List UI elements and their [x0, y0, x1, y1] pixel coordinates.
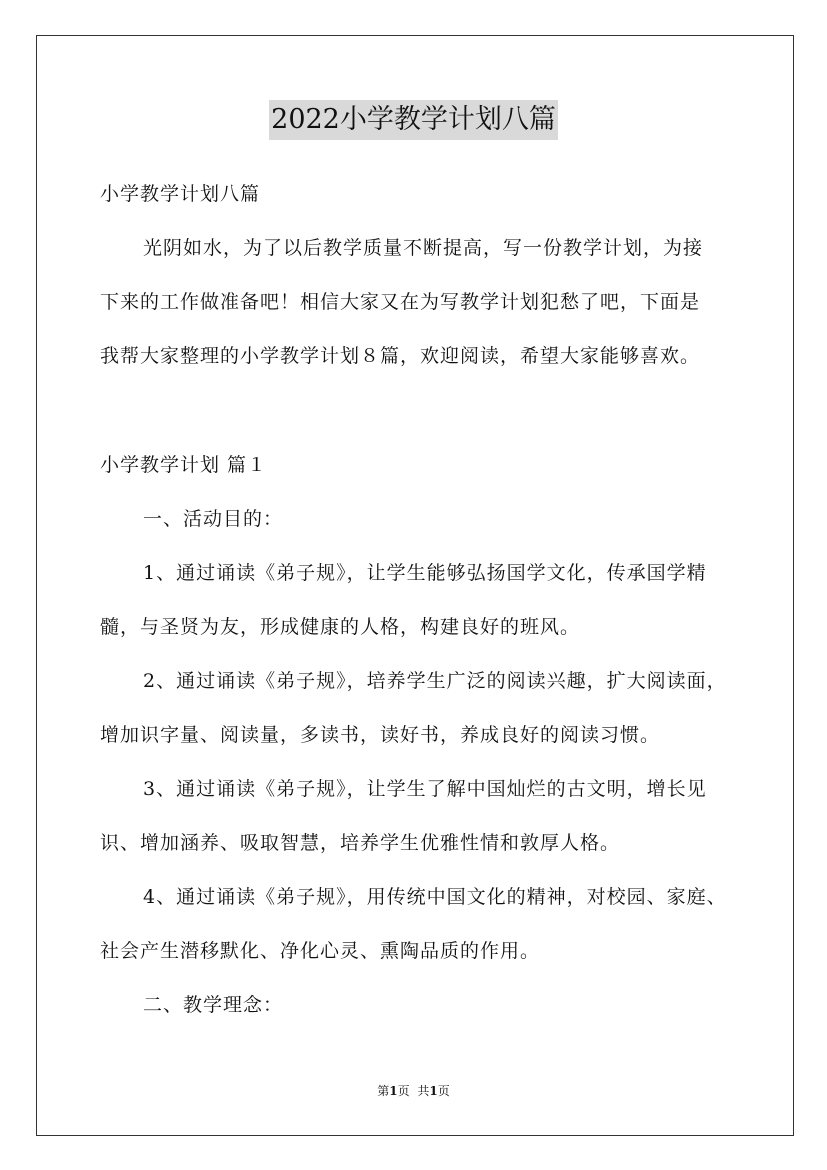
paragraph-line: 2、通过诵读《弟子规》，培养学生广泛的阅读兴趣，扩大阅读面，: [143, 670, 727, 692]
paragraph-line: 光阴如水，为了以后教学质量不断提高，写一份教学计划，为接: [143, 237, 704, 259]
subtitle-line: 小学教学计划八篇: [100, 183, 261, 205]
paragraph-line: 3、通过诵读《弟子规》，让学生了解中国灿烂的古文明，增长见: [143, 778, 707, 800]
footer-page-unit: 页: [397, 1084, 410, 1098]
paragraph-line: 下来的工作做准备吧！相信大家又在为写教学计划犯愁了吧，下面是: [100, 291, 701, 313]
footer-page-number: 1: [389, 1084, 398, 1098]
subsection-heading: 一、活动目的：: [143, 508, 284, 530]
paragraph-line: 社会产生潜移默化、净化心灵、熏陶品质的作用。: [100, 940, 541, 962]
paragraph-line: 髓，与圣贤为友，形成健康的人格，构建良好的班风。: [100, 616, 581, 638]
paragraph-line: 识、增加涵养、吸取智慧，培养学生优雅性情和敦厚人格。: [100, 832, 621, 854]
footer-total-prefix: 共: [417, 1084, 430, 1098]
footer-total-unit: 页: [437, 1084, 450, 1098]
paragraph-line: 1、通过诵读《弟子规》，让学生能够弘扬国学文化，传承国学精: [143, 562, 707, 584]
document-title: 2022小学教学计划八篇: [269, 100, 558, 140]
subsection-heading: 二、教学理念：: [143, 994, 284, 1016]
paragraph-line: 4、通过诵读《弟子规》，用传统中国文化的精神，对校园、家庭、: [143, 886, 727, 908]
paragraph-line: 增加识字量、阅读量，多读书，读好书，养成良好的阅读习惯。: [100, 724, 661, 746]
footer-total-pages: 1: [429, 1084, 438, 1098]
page-footer: [0, 1083, 827, 1099]
paragraph-line: 我帮大家整理的小学教学计划８篇，欢迎阅读，希望大家能够喜欢。: [100, 345, 701, 367]
footer-prefix: 第: [377, 1084, 390, 1098]
title-container: [0, 100, 827, 140]
section-heading: 小学教学计划 篇１: [100, 454, 268, 476]
